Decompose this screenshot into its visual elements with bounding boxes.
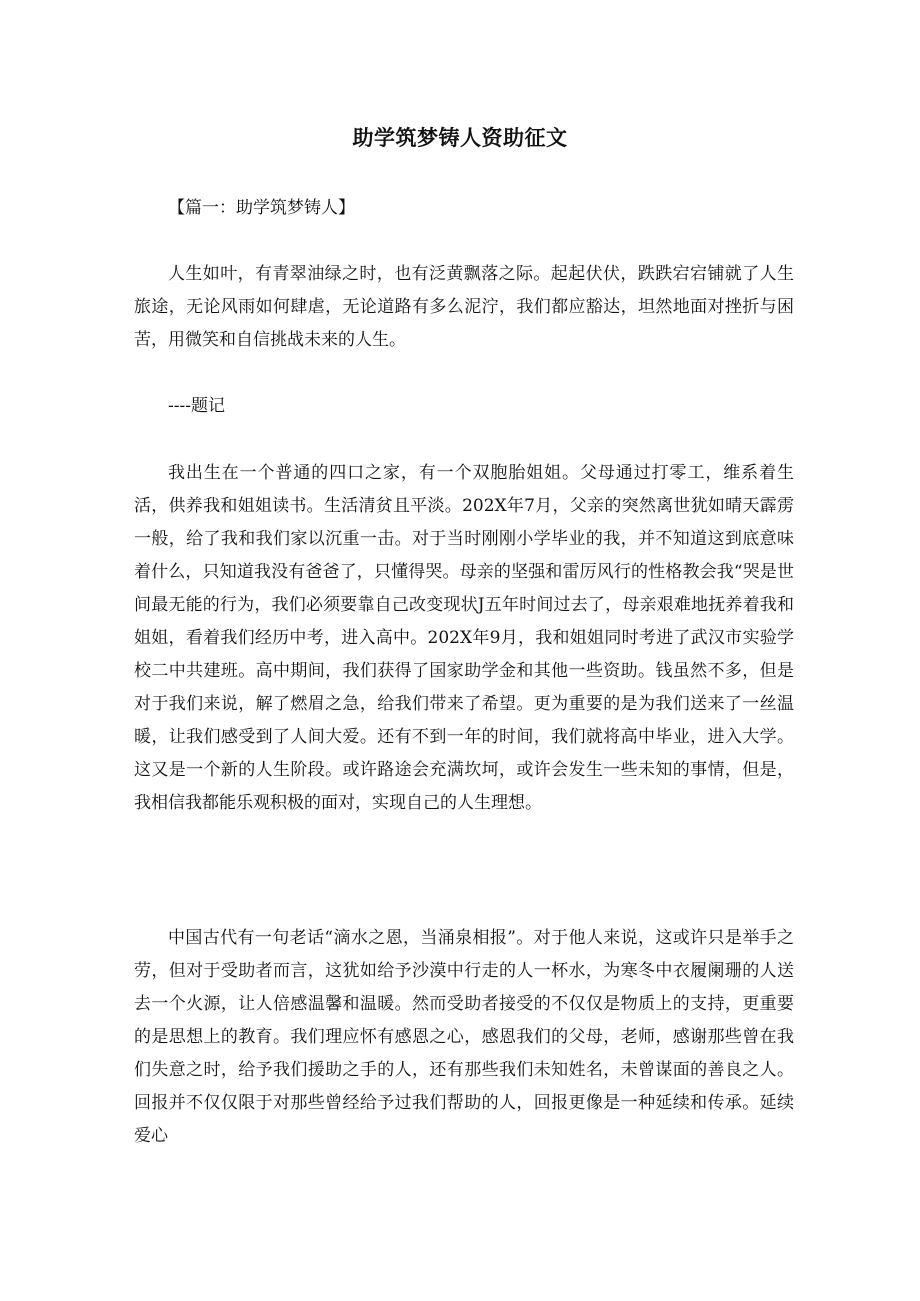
section-heading: 【篇一：助学筑梦铸人】 [168, 198, 355, 218]
paragraph-epigraph: 人生如叶，有青翠油绿之时，也有泛黄飘落之际。起起伏伏，跌跌宕宕铺就了人生旅途，无论风雨如何肆虐，无论道路有多么泥泞，我们都应豁达，坦然地面对挫折与困苦，用微笑和自信挑战未来的人生。 [134, 264, 794, 350]
paragraph-epigraph-attribution: ----题记 [168, 396, 225, 416]
paragraph-gratitude: 中国古代有一句老话“滴水之恩，当涌泉相报”。对于他人来说，这或许只是举手之劳，但对于受助者而言，这犹如给予沙漠中行走的人一杯水，为寒冬中衣履阑珊的人送去一个火源，让人倍感温馨和温暖。然而受助者接受的不仅仅是物质上的支持，更重要的是思想上的教育。我们理应怀有感恩之心，感恩我们的父母，老师，感谢那些曾在我们失意之时，给予我们援助之手的人，还有那些我们未知姓名，未曾谋面的善良之人。回报并不仅仅限于对那些曾经给予过我们帮助的人，回报更像是一种延续和传承。延续爱心 [134, 928, 794, 1146]
document-title: 助学筑梦铸人资助征文 [352, 126, 568, 150]
paragraph-personal-story: 我出生在一个普通的四口之家，有一个双胞胎姐姐。父母通过打零工，维系着生活，供养我和姐姐读书。生活清贫且平淡。202X年7月，父亲的突然离世犹如晴天霹雳一般，给了我和我们家以沉重一击。对于当时刚刚小学毕业的我，并不知道这到底意味着什么，只知道我没有爸爸了，只懂得哭。母亲的坚强和雷厉风行的性格教会我“哭是世间最无能的行为，我们必须要靠自己改变现状J五年时间过去了，母亲艰难地抚养着我和姐姐，看着我们经历中考，进入高中。202X年9月，我和姐姐同时考进了武汉市实验学校二中共建班。高中期间，我们获得了国家助学金和其他一些资助。钱虽然不多，但是对于我们来说，解了燃眉之急，给我们带来了希望。更为重要的是为我们送来了一丝温暖，让我们感受到了人间大爱。还有不到一年的时间，我们就将高中毕业，进入大学。这又是一个新的人生阶段。或许路途会充满坎坷，或许会发生一些未知的事情，但是，我相信我都能乐观积极的面对，实现自己的人生理想。 [134, 463, 794, 813]
